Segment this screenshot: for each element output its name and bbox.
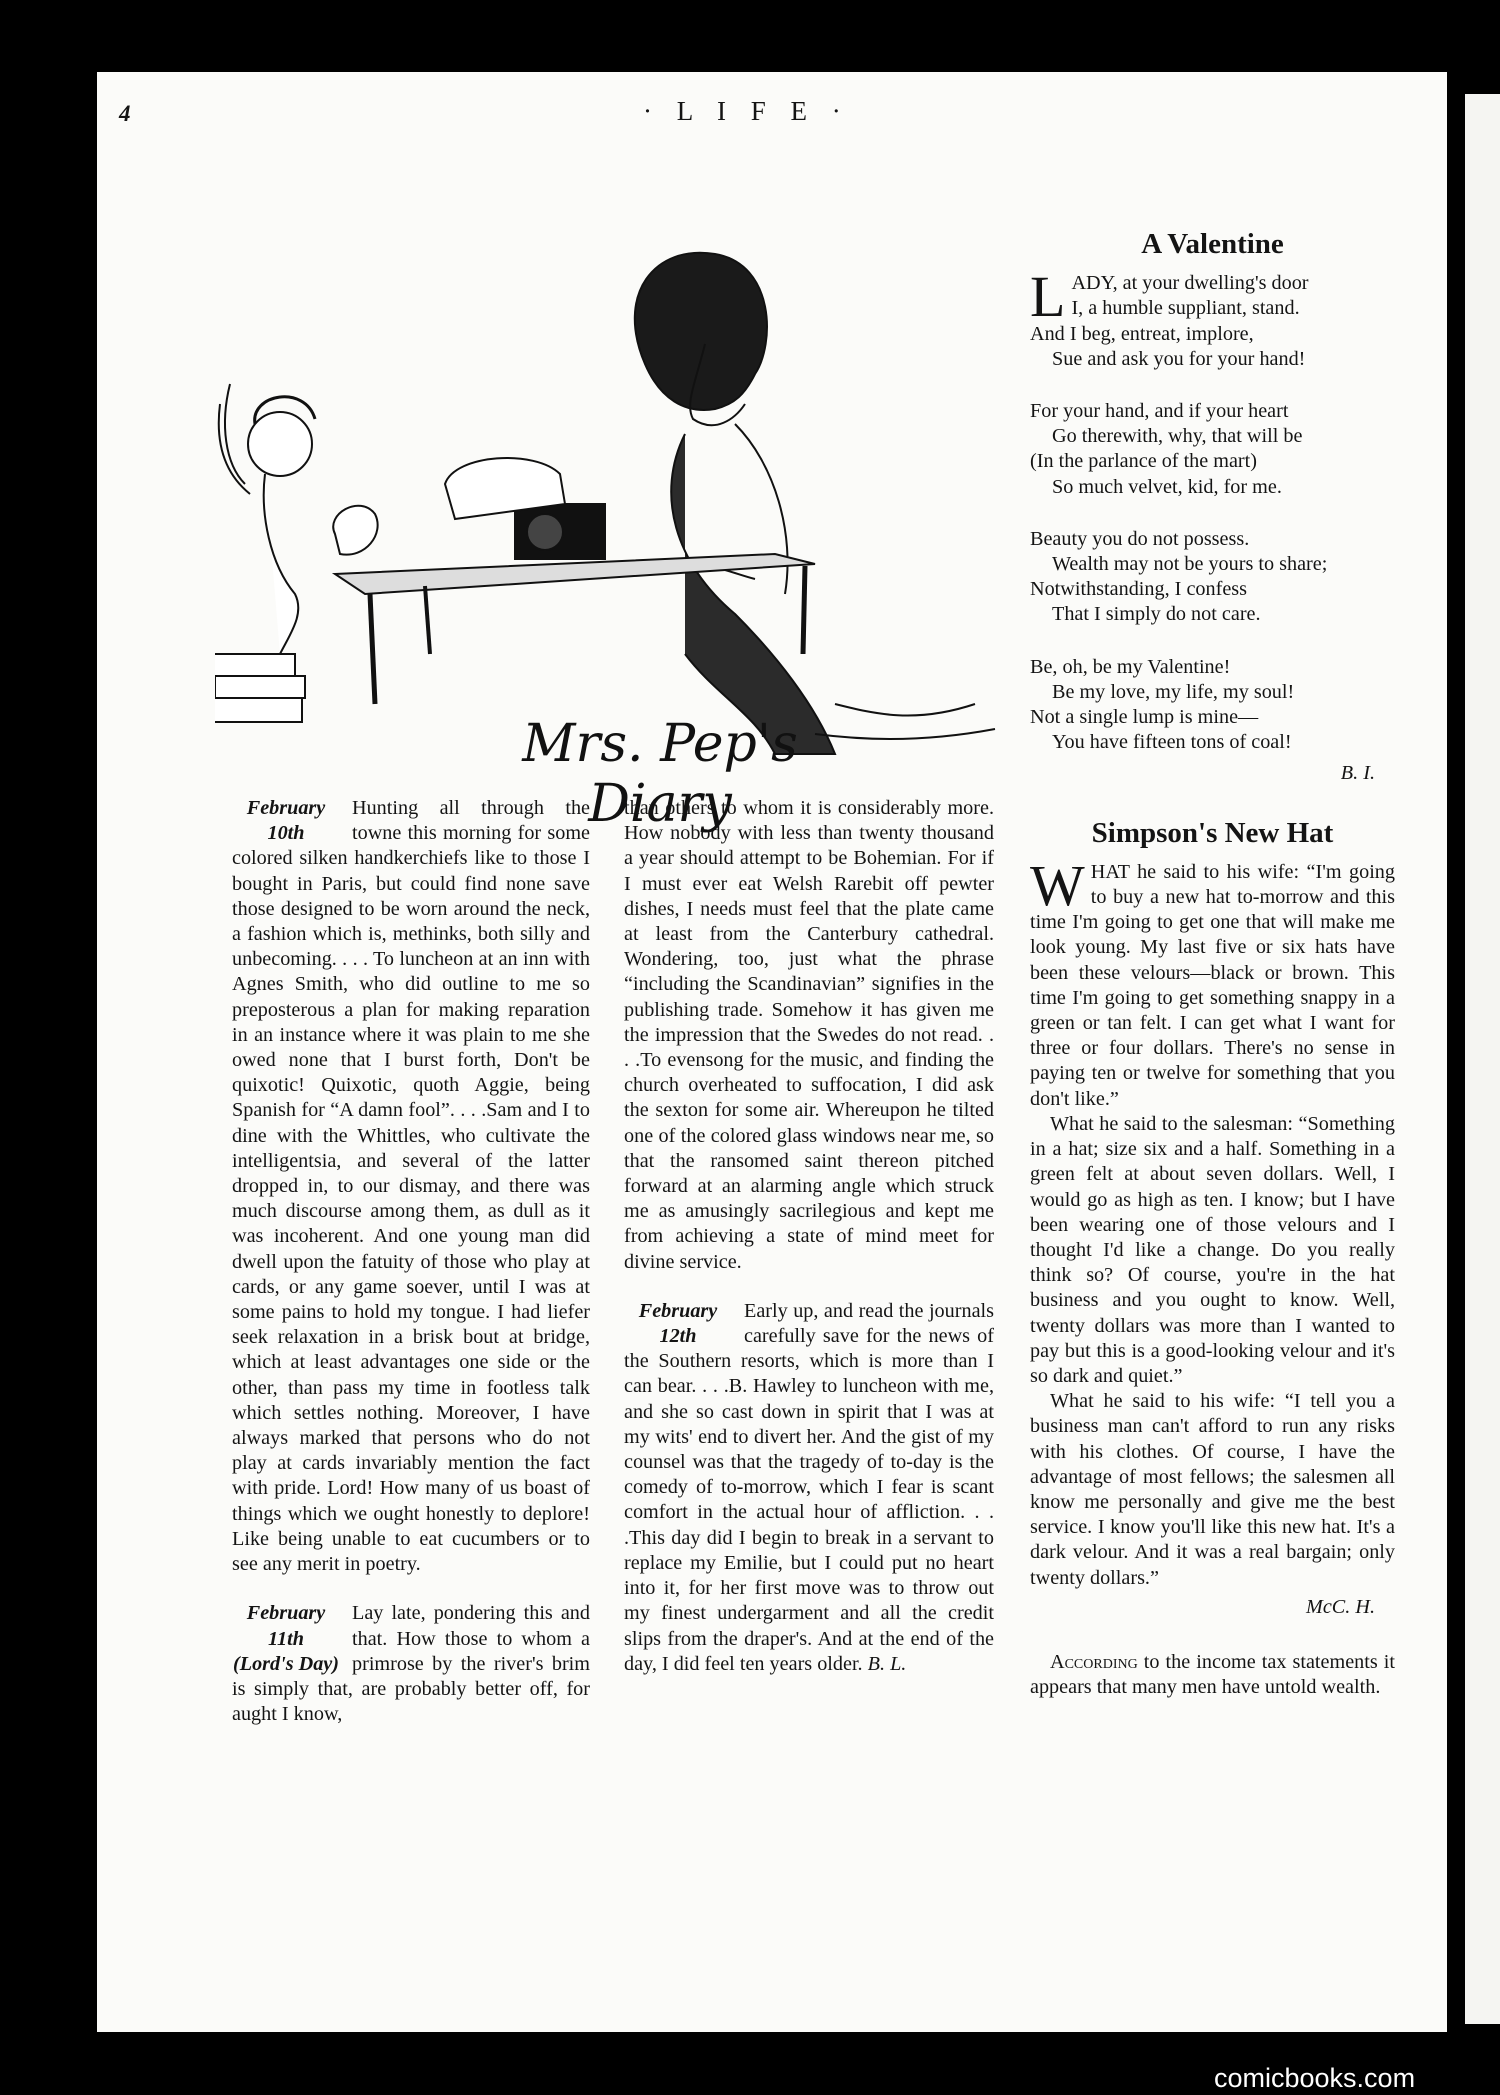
drop-cap: L — [1030, 264, 1066, 330]
valentine-signature: B. I. — [1340, 762, 1375, 785]
poem-line: For your hand, and if your heart — [1030, 400, 1289, 423]
tax-text: to the income tax statements it appears that many men have untold wealth. — [1030, 1650, 1395, 1699]
tax-paragraph — [1030, 1650, 1395, 1700]
entry-day: 11th — [268, 1627, 304, 1650]
poem-line: Be, oh, be my Valentine! — [1030, 655, 1231, 678]
poem-line: Be my love, my life, my soul! — [1052, 680, 1295, 703]
poem-line: So much velvet, kid, for me. — [1052, 475, 1282, 498]
poem-line: Wealth may not be yours to share; — [1052, 553, 1328, 576]
valentine-title: A Valentine — [1141, 228, 1284, 260]
entry-date — [232, 796, 340, 846]
right-column — [1030, 228, 1395, 1700]
hat-signature: McC. H. — [1306, 1595, 1375, 1618]
poem-line: You have fifteen tons of coal! — [1052, 731, 1292, 754]
poem-line: (In the parlance of the mart) — [1030, 450, 1257, 473]
entry-date — [232, 1601, 340, 1677]
hat-paragraph-1 — [1030, 852, 1395, 1112]
poem-line: Notwithstanding, I confess — [1030, 578, 1247, 601]
valentine-stanza-4 — [1030, 655, 1395, 756]
diary-column-1 — [232, 796, 590, 1727]
lead-word: According — [1050, 1650, 1138, 1673]
entry-feb-10 — [232, 796, 590, 1577]
hat-title: Simpson's New Hat — [1091, 816, 1334, 849]
entry-feb-12 — [624, 1299, 994, 1677]
entry-text: Early up, and read the journals carefully save for the news of the Southern resorts, which is more than I can bear. . . .B. Hawley to luncheon with me, and she so cast down in spirit that I was at my wits' end to divert her. And the gist of my counsel was that the tragedy of to-day is the comedy of to-morrow, which I fear is scant comfort in the actual hour of affliction. . . .This day did I begin to break in a servant to replace my Emilie, but I could put no heart into it, for her first move was to throw out my finest undergarment and all the credit slips from the draper's. And at the end of the day, I did feel ten years older. — [624, 1299, 994, 1675]
drop-cap: W — [1030, 852, 1085, 918]
poem-line: And I beg, entreat, implore, — [1030, 322, 1254, 345]
valentine-stanza-1 — [1030, 264, 1395, 372]
poem-line: I, a humble suppliant, stand. — [1071, 297, 1300, 320]
adjacent-page-edge — [1465, 94, 1500, 2024]
diary-title: Mrs. Pep's Diary — [522, 714, 798, 834]
masthead: · L I F E · — [643, 96, 850, 126]
entry-feb-11 — [232, 1601, 590, 1727]
entry-day: 10th — [267, 822, 305, 845]
valentine-stanza-3 — [1030, 527, 1395, 628]
entry-month: February — [246, 1602, 326, 1625]
poem-line: That I simply do not care. — [1052, 603, 1261, 626]
entry-text: Hunting all through the towne this morning for some colored silken handkerchiefs like to those I bought in Paris, but could find none save those designed to be worn around the neck, a fashion which is, methinks, both silly and unbecoming. . . . To luncheon at an inn with Agnes Smith, who did outline to me so preposterous a plan for making reparation in an instance where it was plain to me she owed none that I burst forth, Don't be quixotic! Quixotic, quoth Aggie, being Spanish for “A damn fool”. . . .Sam and I to dine with the Whittles, who cultivate the intelligentsia, and several of the latter dropped in, to our dismay, and there was much discourse among them, as dull as it was incoherent. And one young man did dwell upon the fatuity of those who play at cards, or any game soever, until I was at some pains to hold my tongue. I had liefer seek relaxation in a brisk bout at bridge, which at least advantages one side or the other, than pass my time in footless talk which settles nothing. Moreover, I have always marked that persons who do not play at cards invariably mention the fact with pride. Lord! How many of us boast of things which we ought honestly to deplore! Like being unable to eat cucumbers or to see any merit in poetry. — [232, 797, 590, 1576]
entry-day: 12th — [659, 1325, 697, 1348]
hat-paragraph-3: What he said to his wife: “I tell you a business man can't afford to run any risks with his clothes. Of course, I have the advantage of most fellows; the salesmen all know me personally and give me the best service. I know you'll like this new hat. It's a dark velour. And it was a real bargain; only twenty dollars.” — [1030, 1390, 1395, 1589]
poem-line: Sue and ask you for your hand! — [1052, 347, 1306, 370]
entry-date — [624, 1299, 732, 1349]
poem-line: ADY, at your dwelling's door — [1071, 272, 1309, 295]
poem-line: Not a single lump is mine— — [1030, 706, 1259, 729]
diary-column-2 — [624, 796, 994, 1677]
illustration-cupid-typist — [215, 234, 1005, 794]
diary-signature: B. L. — [867, 1652, 907, 1675]
entry-continuation: than others to whom it is considerably more. How nobody with less than twenty thousand a year should attempt to be Bohemian. For if I must ever eat Welsh Rarebit off pewter dishes, I needs must feel that the plate came at least from the Canterbury cathedral. Wondering, too, just what the phrase “including the Scandinavian” signifies in the publishing trade. Somehow it has given me the impression that the Swedes do not read. . . .To evensong for the music, and finding the church overheated to suffocation, I did ask the sexton for some air. Whereupon he tilted one of the colored glass windows near me, so that the ransomed saint thereon pitched forward at an alarming angle which struck me as amusingly sacrilegious and kept me from achieving a state of mind meet for divine service. — [624, 797, 994, 1273]
poem-line: Beauty you do not possess. — [1030, 527, 1250, 550]
watermark: comicbooks.com — [1214, 2063, 1416, 2093]
page-number: 4 — [119, 101, 131, 126]
entry-text: Lay late, pondering this and that. How those to whom a primrose by the river's brim is simply that, are probably better off, for aught I know, — [232, 1602, 590, 1726]
entry-month: February — [246, 797, 326, 819]
hat-paragraph-2: What he said to the salesman: “Something in a hat; size six and a half. Something in a green felt at about seven dollars. Well, I would go as high as ten. I know; but I have been wearing one of those velours and I thought I'd like a change. Do you really think so? Of course, you're in the hat business and you ought to know. Well, twenty dollars was more than I wanted to pay but this is a good-looking velour and it's so dark and quiet.” — [1030, 1112, 1395, 1387]
entry-note: (Lord's Day) — [233, 1652, 339, 1675]
entry-month: February — [638, 1299, 718, 1322]
poem-line: Go therewith, why, that will be — [1052, 425, 1303, 448]
valentine-stanza-2 — [1030, 399, 1395, 500]
paragraph-text: HAT he said to his wife: “I'm going to buy a new hat to-morrow and this time I'm going to get one that will make me look young. My last five or six hats have been these velours—black or brown. This time I'm going to get something snappy in a green or tan felt. I can get what I want for three or four dollars. There's no sense in paying ten or twelve for something that you don't like.” — [1030, 860, 1395, 1110]
